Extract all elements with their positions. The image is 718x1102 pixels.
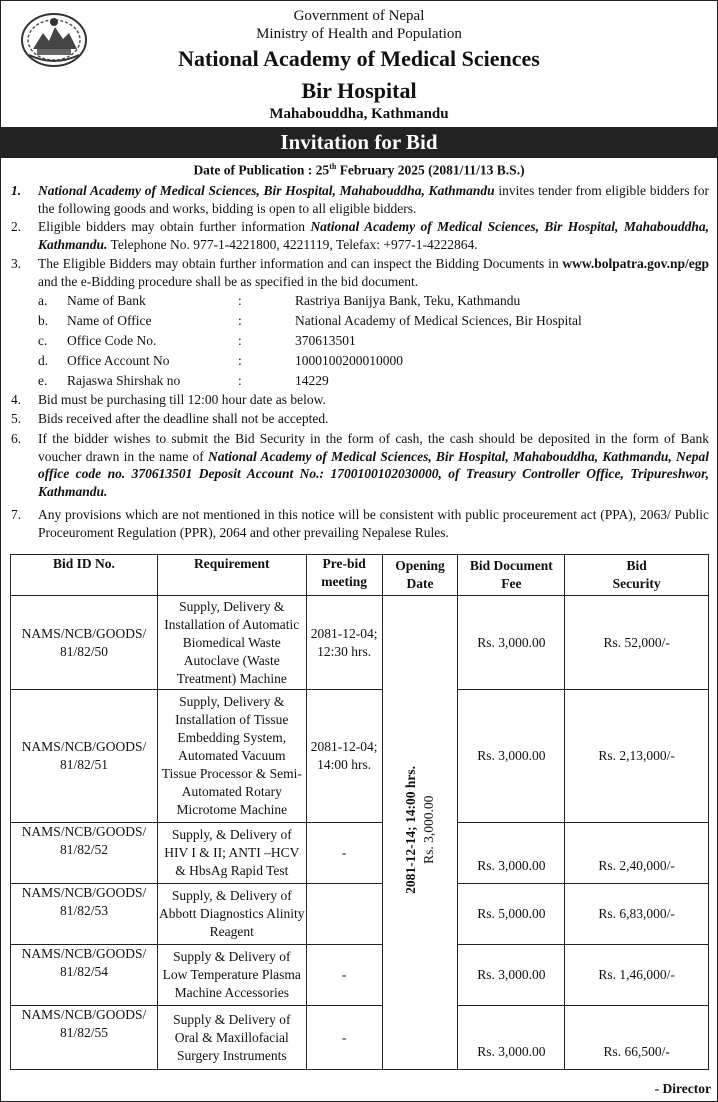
fee-cell: Rs. 3,000.00	[458, 945, 565, 1006]
opening-date-cell	[382, 596, 458, 1070]
bid-id-cell: NAMS/NCB/GOODS/ 81/82/53	[11, 884, 158, 945]
header-fee: Bid Document Fee	[458, 555, 565, 596]
table-row	[11, 823, 709, 884]
clause-7: 7. Any provisions which are not mentioned in this notice will be consistent with public proceurement act (PPA), 2063/ Public Proceuroment Regulation (PPR), 2064 and other prevailing Nepalese Rules.	[11, 507, 709, 540]
security-cell: Rs. 2,40,000/-	[565, 823, 709, 884]
hospital-title: Bir Hospital	[301, 78, 417, 103]
requirement-cell: Supply, Delivery & Installation of Automatic Biomedical Waste Autoclave (Waste Treatment) Machine	[157, 596, 306, 690]
clause-4: 4. Bid must be purchasing till 12:00 hour date as below.	[11, 392, 326, 407]
header-bid-id: Bid ID No.	[11, 555, 158, 596]
fee-cell: Rs. 3,000.00	[458, 596, 565, 690]
requirement-cell: Supply, Delivery & Installation of Tissue Embedding System, Automated Vacuum Tissue Processor & Semi- Automated Rotary Microtome Machine	[157, 690, 306, 823]
security-cell: Rs. 52,000/-	[565, 596, 709, 690]
header-requirement: Requirement	[157, 555, 306, 596]
clause-5: 5. Bids received after the deadline shall not be accepted.	[11, 411, 329, 426]
fee-cell: Rs. 3,000.00	[458, 823, 565, 884]
security-cell: Rs. 1,46,000/-	[565, 945, 709, 1006]
bank-detail-row: e. Rajaswa Shirshak no : 14229	[38, 373, 329, 388]
academy-title: National Academy of Medical Sciences	[178, 46, 540, 71]
bid-id-cell: NAMS/NCB/GOODS/ 81/82/55	[11, 1006, 158, 1070]
table-row	[11, 945, 709, 1006]
director-signature: - Director	[654, 1081, 711, 1096]
bank-detail-row: b. Name of Office : National Academy of Medical Sciences, Bir Hospital	[38, 313, 582, 328]
location-line: Mahabouddha, Kathmandu	[269, 106, 449, 122]
bid-id-cell: NAMS/NCB/GOODS/ 81/82/51	[11, 690, 158, 823]
notice-header	[0, 0, 718, 127]
invitation-banner: Invitation for Bid	[0, 127, 718, 158]
table-row	[11, 596, 709, 690]
bid-id-cell: NAMS/NCB/GOODS/ 81/82/52	[11, 823, 158, 884]
bank-detail-row: a. Name of Bank : Rastriya Banijya Bank, Teku, Kathmandu	[38, 293, 521, 308]
security-cell: Rs. 6,83,000/-	[565, 884, 709, 945]
ministry-line: Ministry of Health and Population	[256, 26, 462, 42]
government-line: Government of Nepal	[293, 8, 425, 24]
requirement-cell: Supply & Delivery of Oral & Maxillofacial Surgery Instruments	[157, 1006, 306, 1070]
prebid-cell: -	[306, 1006, 382, 1070]
requirement-cell: Supply & Delivery of Low Temperature Plasma Machine Accessories	[157, 945, 306, 1006]
header-prebid: Pre-bid meeting	[306, 555, 382, 596]
clause-3: 3. The Eligible Bidders may obtain further information and can inspect the Bidding Documents in www.bolpatra.gov.np/egp and the e-Bidding procedure shall be as specified in the bid document.	[11, 256, 709, 289]
bank-detail-row: d. Office Account No : 1000100200010000	[38, 353, 403, 368]
clause-6: 6. If the bidder wishes to submit the Bid Security in the form of cash, the cash should be deposited in the form of Bank voucher drawn in the name of National Academy of Medical Sciences, Bir Hospital, Mahabouddha, Kathmandu, Nepal office code no. 370613501 Deposit Account No.: 1700100102030000, of Treasury Controller Office, Tripureshwor, Kathmandu.	[11, 431, 709, 499]
security-cell: Rs. 66,500/-	[565, 1006, 709, 1070]
prebid-cell: 2081-12-04; 14:00 hrs.	[306, 690, 382, 823]
table-row	[11, 1006, 709, 1070]
clause-1: 1. National Academy of Medical Sciences, Bir Hospital, Mahabouddha, Kathmandu invites tender from eligible bidders for the following goods and works, bidding is open to all eligible bidders.	[11, 183, 709, 216]
header-security: Bid Security	[565, 555, 709, 596]
opening-date-text: 2081-12-14; 14:00 hrs. Rs. 3,000.00	[403, 766, 436, 894]
publication-date: Date of Publication : 25th February 2025 (2081/11/13 B.S.)	[193, 162, 525, 178]
clause-2: 2. Eligible bidders may obtain further information National Academy of Medical Sciences, Bir Hospital, Mahabouddha, Kathmandu. Telephone No. 977-1-4221800, 4221119, Telefax: +977-1-4222864.	[11, 219, 709, 252]
bank-detail-row: c. Office Code No. : 370613501	[38, 333, 356, 348]
notice-body	[0, 158, 718, 1102]
table-header-row	[11, 555, 709, 596]
prebid-cell: -	[306, 823, 382, 884]
security-cell: Rs. 2,13,000/-	[565, 690, 709, 823]
fee-cell: Rs. 3,000.00	[458, 1006, 565, 1070]
table-row	[11, 690, 709, 823]
requirement-cell: Supply, & Delivery of HIV I & II; ANTI –HCV & HbsAg Rapid Test	[157, 823, 306, 884]
prebid-cell	[306, 884, 382, 945]
bid-table	[10, 554, 709, 1070]
requirement-cell: Supply, & Delivery of Abbott Diagnostics Alinity Reagent	[157, 884, 306, 945]
prebid-cell: -	[306, 945, 382, 1006]
bid-id-cell: NAMS/NCB/GOODS/ 81/82/50	[11, 596, 158, 690]
header-opening: Opening Date	[382, 555, 458, 596]
prebid-cell: 2081-12-04; 12:30 hrs.	[306, 596, 382, 690]
fee-cell: Rs. 5,000.00	[458, 884, 565, 945]
table-row	[11, 884, 709, 945]
fee-cell: Rs. 3,000.00	[458, 690, 565, 823]
bid-id-cell: NAMS/NCB/GOODS/ 81/82/54	[11, 945, 158, 1006]
